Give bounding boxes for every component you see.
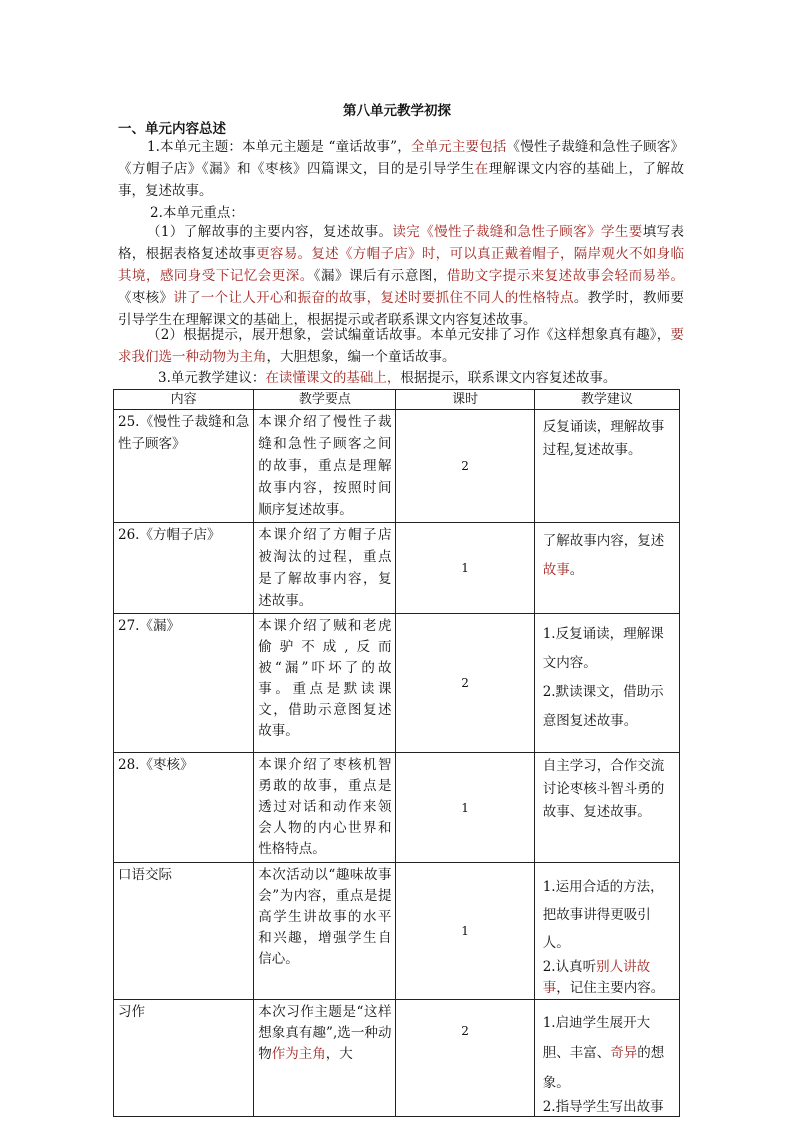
cell-hours: 1	[396, 863, 534, 1000]
emphasis-run: 故事	[542, 562, 570, 578]
cell-text: 本次活动以“趣味故事会”为内容，重点是提高学生讲故事的水平和兴趣，增强学生自信心。	[258, 867, 392, 967]
text-run: 《枣核》	[118, 290, 174, 306]
suggestion-item: 2.指导学生写出故事	[542, 1099, 664, 1115]
emphasis-run: 在	[474, 161, 489, 177]
table-header-row	[114, 390, 680, 410]
text-run: （1）了解故事的主要内容，复述故事。	[147, 224, 393, 240]
emphasis-run: 讲了一个让人开心和振奋的故事，复述时要抓住不同人的性格特点	[173, 290, 574, 306]
cell-text	[254, 1000, 395, 1067]
cell-content	[114, 1000, 254, 1117]
suggestion-item: 1.运用合适的方法，把故事讲得更吸引人。	[542, 879, 664, 951]
text-run: 。	[569, 562, 584, 578]
header-content: 内容	[114, 390, 254, 410]
cell-hours: 2	[396, 410, 534, 523]
cell-suggestion	[534, 1000, 679, 1117]
cell-hours: 2	[396, 1000, 534, 1117]
cell-content	[114, 863, 254, 1000]
paragraph-unit-focus: 2.本单元重点：	[150, 205, 244, 221]
emphasis-run: 借助文字提示来复述故事会轻而易举。	[446, 268, 685, 284]
cell-points	[254, 753, 396, 863]
header-hours: 课时	[396, 390, 534, 410]
text-run: 1.启迪学生展开大胆、丰富、	[542, 1015, 651, 1061]
table-row	[114, 523, 680, 614]
cell-text: 28.《枣核》	[118, 757, 194, 773]
header-key-points: 教学要点	[254, 390, 396, 410]
cell-text	[535, 1000, 679, 1116]
text-run: 3.单元教学建议：	[158, 370, 266, 386]
cell-suggestion	[534, 863, 679, 1000]
emphasis-run: 奇异	[610, 1045, 638, 1061]
cell-content	[114, 410, 254, 523]
text-run: 1.本单元主题：本单元主题是 “童话故事”，	[147, 139, 411, 155]
emphasis-run: 更容易。复述《方帽子店》时，可以真正戴着帽子，隔岸观火不如身临其境，感同身受下记忆会更深。	[118, 246, 684, 284]
cell-hours: 2	[396, 614, 534, 753]
cell-text	[535, 863, 679, 999]
page-title: 第八单元教学初探	[343, 103, 451, 119]
emphasis-run: 要求我们选一种动物为主角	[118, 327, 684, 365]
emphasis-run: 在读懂课文的基础上，	[265, 370, 401, 386]
cell-text: 本课介绍了枣核机智勇敢的故事，重点是透过对话和动作来领会人物的内心世界和性格特点。	[258, 757, 392, 857]
paragraph-teaching-advice	[158, 367, 616, 389]
paragraph-focus-2	[118, 324, 684, 368]
header-suggestions: 教学建议	[534, 390, 679, 410]
cell-content	[114, 523, 254, 614]
suggestion-item: 2.默读课文，借助示意图复述故事。	[542, 684, 664, 729]
text-run: 。教学时，教师要引导学生在理解课文的基础上，根据提示或者联系课文内容复述故事。	[118, 290, 684, 328]
cell-suggestion	[534, 614, 679, 753]
table-row	[114, 863, 680, 1000]
text-run: 了解故事内容，复述	[542, 533, 665, 549]
suggestion-item: 1.反复诵读，理解课文内容。	[542, 626, 664, 671]
cell-text: 26.《方帽子店》	[118, 527, 221, 543]
cell-hours: 1	[396, 753, 534, 863]
cell-suggestion	[534, 753, 679, 863]
text-run: 根据提示，联系课文内容复述故事。	[400, 370, 617, 386]
cell-text: 25.《慢性子裁缝和急性子顾客》	[118, 414, 250, 452]
emphasis-run: 别人讲故事	[542, 959, 651, 996]
text-run: 2.认真听	[542, 959, 597, 975]
table-row	[114, 1000, 680, 1117]
table-row	[114, 753, 680, 863]
cell-points	[254, 863, 396, 1000]
cell-text: 27.《漏》	[118, 618, 180, 634]
suggestion-item	[543, 1008, 673, 1098]
cell-text	[535, 614, 679, 736]
table-row	[114, 410, 680, 523]
cell-content	[114, 753, 254, 863]
text-run: 的想象。	[542, 1045, 665, 1091]
cell-points	[254, 1000, 396, 1117]
paragraph-unit-theme	[118, 136, 684, 202]
emphasis-run: 作为主角	[271, 1046, 326, 1062]
text-run: 本次习作主题是“这样想象真有趣”,选一种动物	[258, 1004, 392, 1062]
cell-text: 自主学习，合作交流讨论枣核斗智斗勇的故事、复述故事。	[542, 758, 665, 820]
section-heading: 一、单元内容总述	[118, 121, 226, 137]
cell-suggestion	[534, 410, 679, 523]
text-run: ，大胆想象，编一个童话故事。	[266, 349, 456, 365]
cell-text: 反复诵读，理解故事过程,复述故事。	[542, 419, 665, 458]
suggestion-item	[543, 957, 673, 999]
cell-text: 习作	[118, 1004, 145, 1020]
cell-content	[114, 614, 254, 753]
lesson-plan-table	[113, 389, 680, 1117]
text-run: 理解课文内容的基础上，了解故事，复述故事。	[118, 161, 685, 199]
cell-text: 本课介绍了方帽子店被淘汰的过程，重点是了解故事内容，复述故事。	[258, 527, 392, 609]
table-row	[114, 614, 680, 753]
paragraph-focus-1	[118, 221, 684, 331]
cell-text	[535, 523, 679, 585]
cell-points	[254, 614, 396, 753]
cell-text: 口语交际	[118, 867, 172, 883]
text-run: 填写表格，根据表格复述故事	[118, 224, 685, 262]
text-run: ，记住主要内容。	[556, 980, 665, 996]
cell-points	[254, 410, 396, 523]
cell-hours: 1	[396, 523, 534, 614]
emphasis-run: 全单元主要包括	[410, 139, 507, 155]
emphasis-run: 读完《慢性子裁缝和急性子顾客》学生要	[392, 224, 643, 240]
text-run: （2）根据提示，展开想象，尝试编童话故事。本单元安排了习作《这样想象真有趣》，	[147, 327, 671, 343]
cell-points	[254, 523, 396, 614]
cell-text: 本课介绍了贼和老虎偷驴不成,反而被“漏”吓坏了的故事。重点是默读课文，借助示意图复述故事。	[258, 618, 392, 739]
text-run: 《漏》课后有示意图，	[313, 268, 447, 284]
cell-text: 本课介绍了慢性子裁缝和急性子顾客之间的故事，重点是理解故事内容，按照时间顺序复述故事。	[258, 414, 392, 518]
text-run: 《慢性子裁缝和急性子顾客》《方帽子店》《漏》和《枣核》四篇课文，目的是引导学生	[118, 139, 685, 177]
cell-suggestion	[534, 523, 679, 614]
text-run: ，大	[325, 1046, 353, 1062]
